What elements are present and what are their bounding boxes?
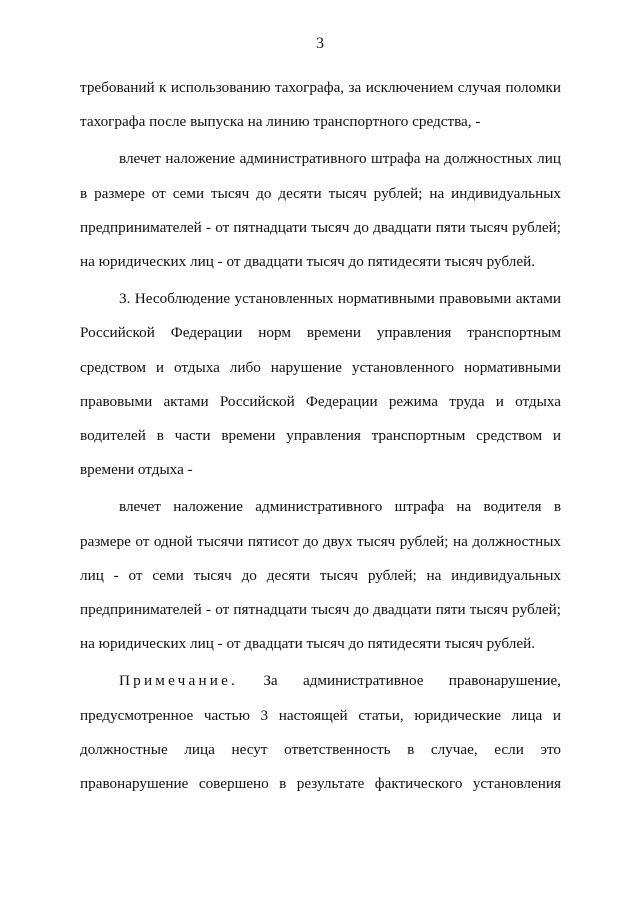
paragraph-part-3-offense: 3. Несоблюдение установленных нормативными правовыми актами Российской Федерации норм времени управления транспортным средством и отдыха либо нарушение установленного нормативными правовыми актами Российской Федерации режима труда и отдыха водителей в части времени управления транспортным средством и времени отдыха - <box>80 290 561 479</box>
paragraph-note <box>80 664 561 801</box>
paragraph-continuation: требований к использованию тахографа, за исключением случая поломки тахографа после выпуска на линию транспортного средства, - <box>80 79 561 131</box>
note-label: Примечание. <box>119 672 239 690</box>
document-body <box>80 71 561 801</box>
page-number: 3 <box>316 35 324 52</box>
paragraph-penalty-part-2: влечет наложение административного штрафа на должностных лиц в размере от семи тысяч до десяти тысяч рублей; на индивидуальных предпринимателей - от пятнадцати тысяч до двадцати пяти тысяч рублей; на юридических лиц - от двадцати тысяч до пятидесяти тысяч рублей. <box>80 150 561 271</box>
note-text: За административное правонарушение, предусмотренное частью 3 настоящей статьи, юридические лица и должностные лица несут ответственность в случае, если это правонарушение совершено в результате фактического установления <box>80 672 561 793</box>
paragraph-penalty-part-3: влечет наложение административного штрафа на водителя в размере от одной тысячи пятисот до двух тысяч рублей; на должностных лиц - от семи тысяч до десяти тысяч рублей; на индивидуальных предпринимателей - от пятнадцати тысяч до двадцати пяти тысяч рублей; на юридических лиц - от двадцати тысяч до пятидесяти тысяч рублей. <box>80 498 561 653</box>
